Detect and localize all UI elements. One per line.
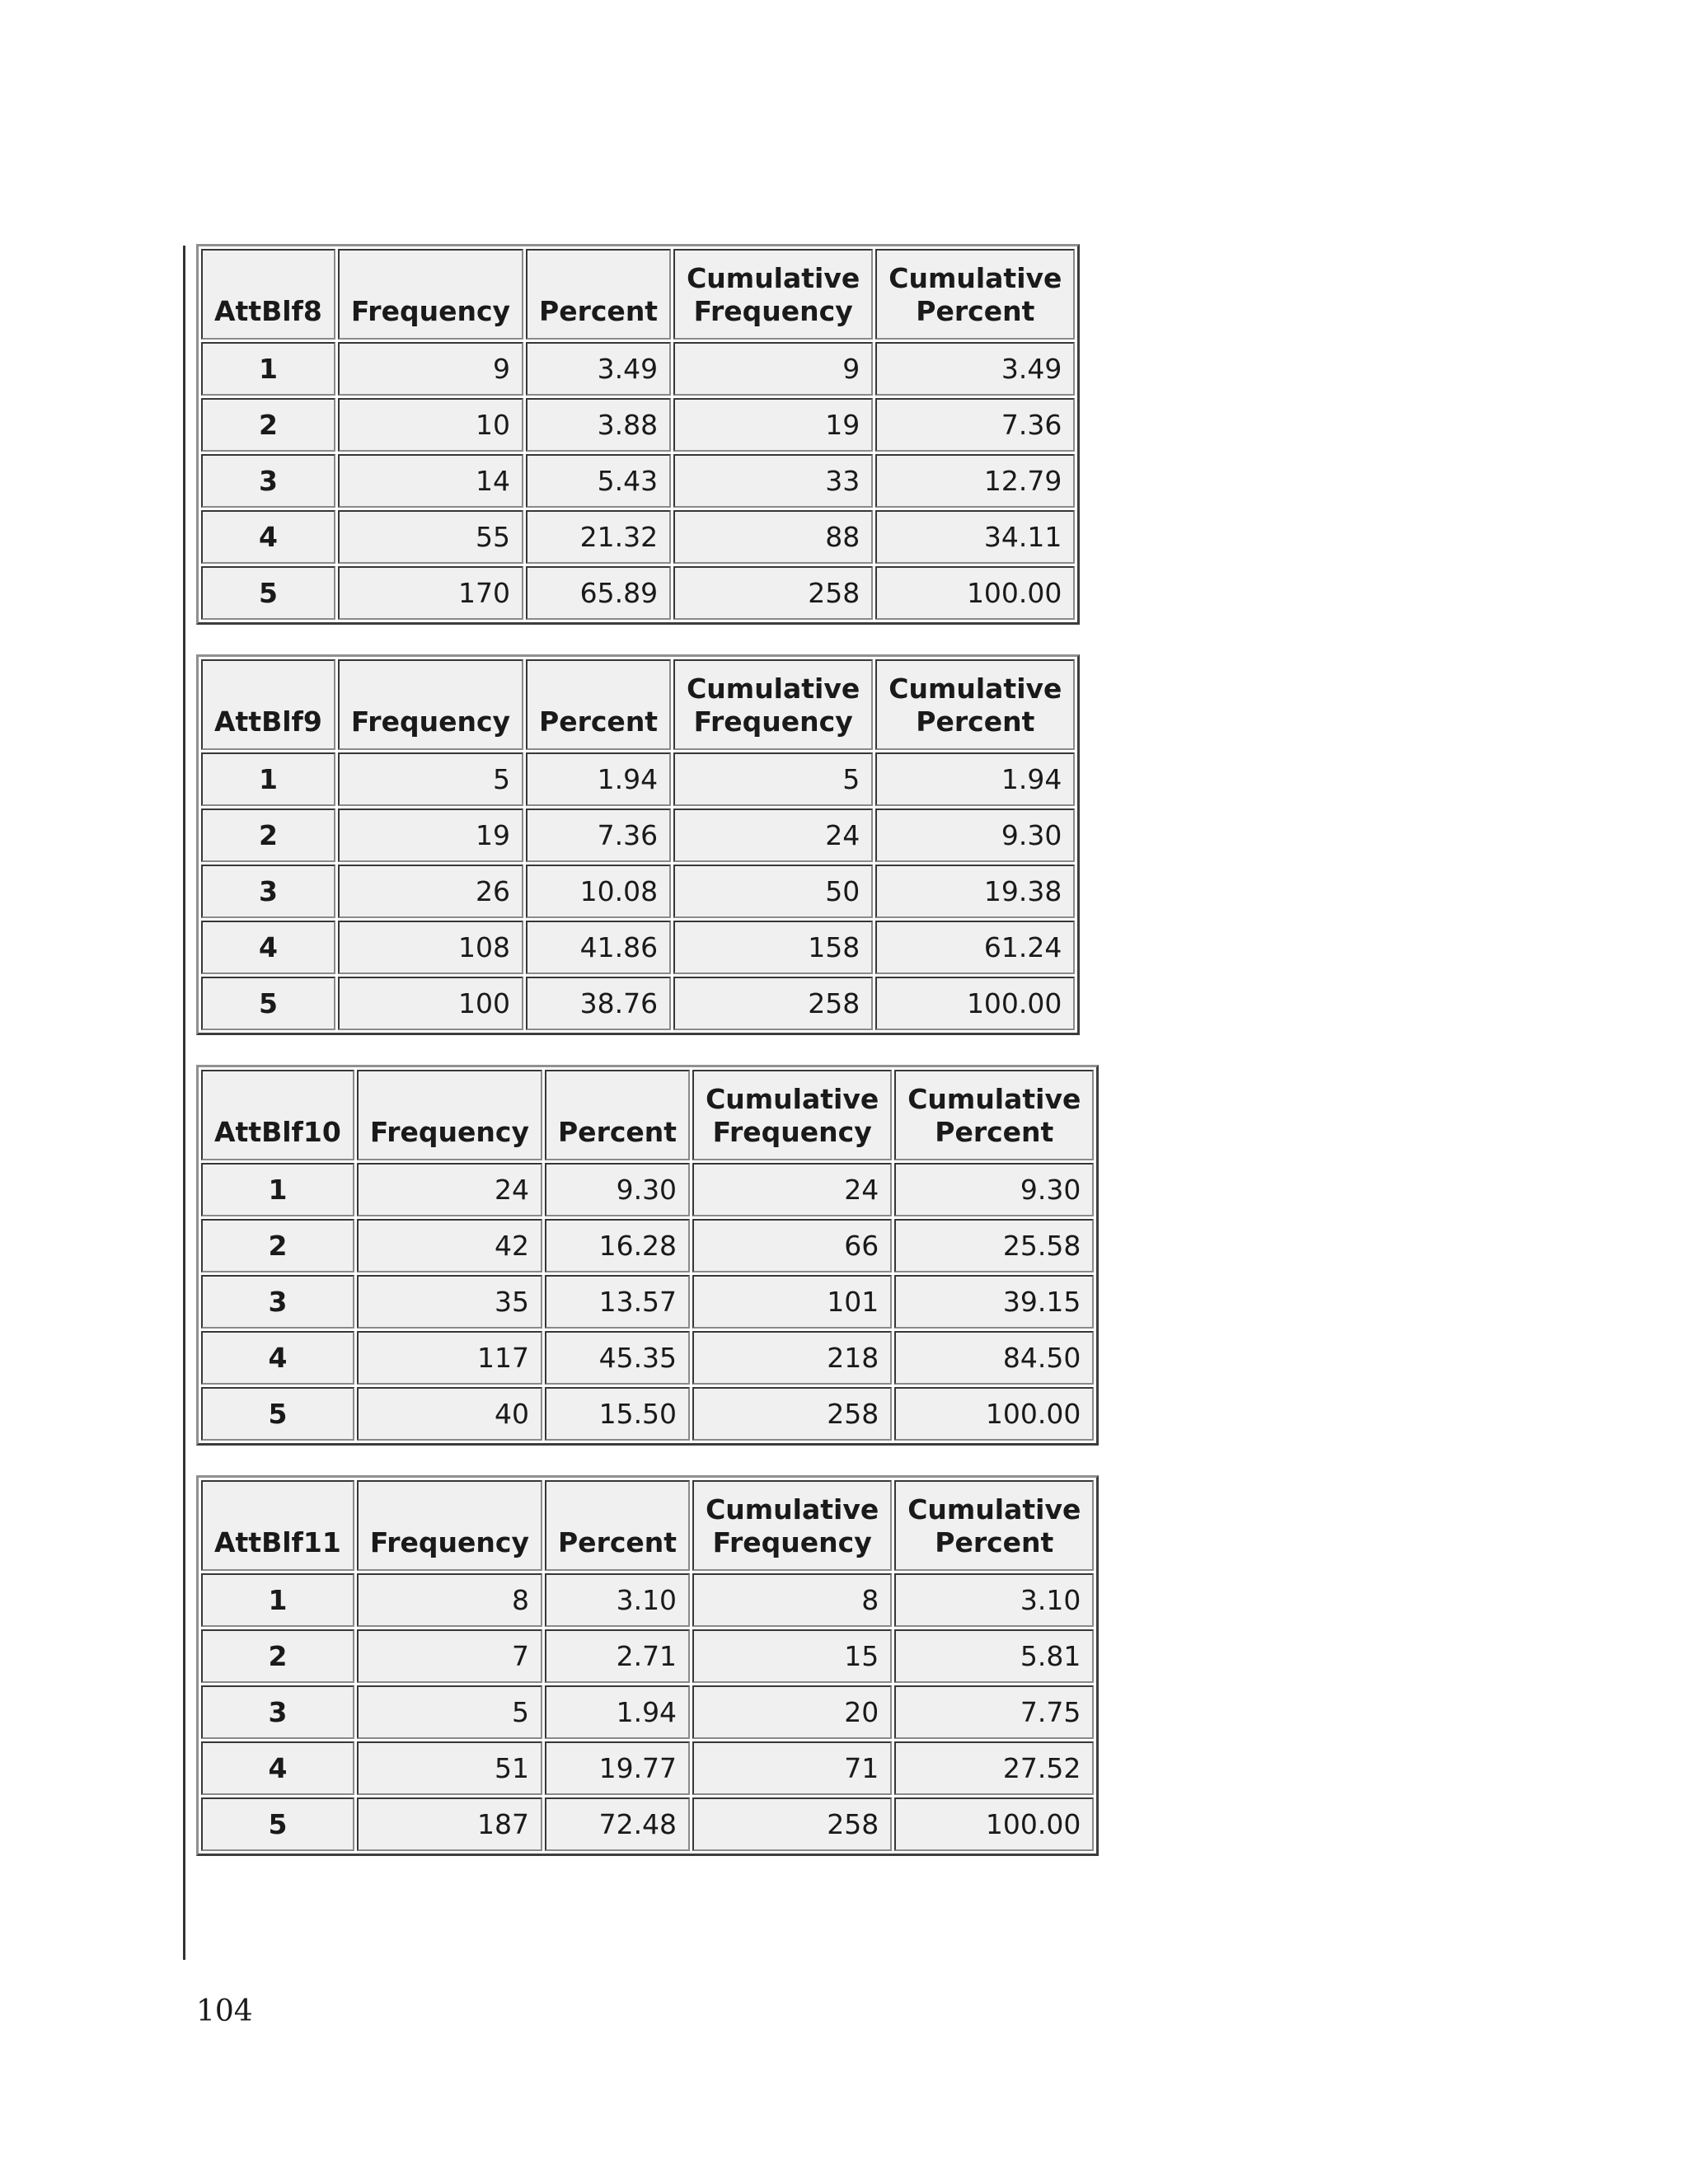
table-row <box>201 454 1075 508</box>
table-cell: 2.71 <box>545 1629 690 1683</box>
table-row <box>201 1573 1094 1627</box>
column-header: Cumulative Frequency <box>673 659 873 750</box>
column-header: Cumulative Frequency <box>692 1070 892 1160</box>
table-cell: 20 <box>692 1685 892 1739</box>
table-cell: 39.15 <box>894 1275 1094 1329</box>
column-header: Percent <box>526 249 671 340</box>
table-cell: 1.94 <box>526 752 671 806</box>
table-cell: 9 <box>338 342 523 396</box>
table-cell: 1.94 <box>545 1685 690 1739</box>
column-header: Cumulative Percent <box>894 1070 1094 1160</box>
table-cell: 16.28 <box>545 1219 690 1272</box>
table-cell: 101 <box>692 1275 892 1329</box>
row-value-label: 2 <box>201 1219 354 1272</box>
table-cell: 5 <box>673 752 873 806</box>
table-row <box>201 566 1075 620</box>
row-value-label: 5 <box>201 977 335 1030</box>
column-header: Cumulative Percent <box>875 659 1075 750</box>
table-header-row <box>201 249 1075 340</box>
table-cell: 5 <box>357 1685 542 1739</box>
table-cell: 38.76 <box>526 977 671 1030</box>
table-cell: 27.52 <box>894 1741 1094 1795</box>
table-cell: 33 <box>673 454 873 508</box>
row-value-label: 4 <box>201 1331 354 1385</box>
column-header: Percent <box>526 659 671 750</box>
table-cell: 5 <box>338 752 523 806</box>
row-value-label: 5 <box>201 1797 354 1851</box>
table-cell: 187 <box>357 1797 542 1851</box>
table-cell: 7.75 <box>894 1685 1094 1739</box>
table-cell: 5.43 <box>526 454 671 508</box>
column-header: Percent <box>545 1480 690 1571</box>
row-value-label: 1 <box>201 1573 354 1627</box>
table-row <box>201 921 1075 974</box>
frequency-table <box>196 1065 1099 1446</box>
table-row <box>201 1685 1094 1739</box>
column-header: Frequency <box>338 249 523 340</box>
table-row <box>201 1629 1094 1683</box>
table-cell: 258 <box>673 566 873 620</box>
row-value-label: 1 <box>201 342 335 396</box>
row-value-label: 4 <box>201 1741 354 1795</box>
table-cell: 55 <box>338 510 523 564</box>
table-cell: 61.24 <box>875 921 1075 974</box>
table-cell: 88 <box>673 510 873 564</box>
frequency-table <box>196 1475 1099 1856</box>
table-cell: 34.11 <box>875 510 1075 564</box>
table-cell: 3.10 <box>894 1573 1094 1627</box>
row-value-label: 2 <box>201 1629 354 1683</box>
table-cell: 7.36 <box>875 398 1075 452</box>
row-value-label: 1 <box>201 1163 354 1216</box>
table-cell: 100.00 <box>875 977 1075 1030</box>
table-cell: 13.57 <box>545 1275 690 1329</box>
variable-name-header: AttBlf9 <box>201 659 335 750</box>
table-cell: 8 <box>692 1573 892 1627</box>
table-cell: 170 <box>338 566 523 620</box>
table-cell: 258 <box>692 1797 892 1851</box>
row-value-label: 1 <box>201 752 335 806</box>
table-cell: 7.36 <box>526 808 671 862</box>
table-cell: 3.49 <box>526 342 671 396</box>
variable-name-header: AttBlf11 <box>201 1480 354 1571</box>
table-row <box>201 510 1075 564</box>
table-row <box>201 1387 1094 1441</box>
table-row <box>201 1275 1094 1329</box>
row-value-label: 3 <box>201 1685 354 1739</box>
table-cell: 24 <box>673 808 873 862</box>
variable-name-header: AttBlf10 <box>201 1070 354 1160</box>
frequency-tables <box>196 244 1099 1886</box>
table-cell: 21.32 <box>526 510 671 564</box>
table-row <box>201 865 1075 918</box>
table-cell: 40 <box>357 1387 542 1441</box>
table-cell: 19.38 <box>875 865 1075 918</box>
table-row <box>201 752 1075 806</box>
table-cell: 84.50 <box>894 1331 1094 1385</box>
table-row <box>201 342 1075 396</box>
table-cell: 12.79 <box>875 454 1075 508</box>
column-header: Percent <box>545 1070 690 1160</box>
table-cell: 3.10 <box>545 1573 690 1627</box>
row-value-label: 3 <box>201 865 335 918</box>
table-cell: 108 <box>338 921 523 974</box>
table-cell: 25.58 <box>894 1219 1094 1272</box>
row-value-label: 2 <box>201 398 335 452</box>
table-header-row <box>201 659 1075 750</box>
row-value-label: 5 <box>201 566 335 620</box>
table-row <box>201 1741 1094 1795</box>
table-cell: 50 <box>673 865 873 918</box>
table-cell: 3.49 <box>875 342 1075 396</box>
table-cell: 45.35 <box>545 1331 690 1385</box>
table-header-row <box>201 1070 1094 1160</box>
table-row <box>201 808 1075 862</box>
table-cell: 100.00 <box>894 1387 1094 1441</box>
table-row <box>201 1163 1094 1216</box>
table-row <box>201 398 1075 452</box>
table-cell: 35 <box>357 1275 542 1329</box>
table-row <box>201 977 1075 1030</box>
table-cell: 24 <box>357 1163 542 1216</box>
table-cell: 100 <box>338 977 523 1030</box>
table-cell: 100.00 <box>875 566 1075 620</box>
table-cell: 9.30 <box>875 808 1075 862</box>
table-cell: 3.88 <box>526 398 671 452</box>
table-cell: 66 <box>692 1219 892 1272</box>
column-header: Frequency <box>338 659 523 750</box>
table-cell: 8 <box>357 1573 542 1627</box>
table-cell: 9 <box>673 342 873 396</box>
table-cell: 41.86 <box>526 921 671 974</box>
table-cell: 15 <box>692 1629 892 1683</box>
row-value-label: 4 <box>201 921 335 974</box>
table-cell: 100.00 <box>894 1797 1094 1851</box>
table-cell: 218 <box>692 1331 892 1385</box>
row-value-label: 3 <box>201 1275 354 1329</box>
table-cell: 24 <box>692 1163 892 1216</box>
table-row <box>201 1219 1094 1272</box>
table-cell: 158 <box>673 921 873 974</box>
table-header-row <box>201 1480 1094 1571</box>
table-row <box>201 1331 1094 1385</box>
table-cell: 65.89 <box>526 566 671 620</box>
row-value-label: 3 <box>201 454 335 508</box>
margin-change-bar <box>183 246 185 1960</box>
table-cell: 258 <box>692 1387 892 1441</box>
table-cell: 9.30 <box>894 1163 1094 1216</box>
table-cell: 26 <box>338 865 523 918</box>
column-header: Frequency <box>357 1070 542 1160</box>
row-value-label: 4 <box>201 510 335 564</box>
table-row <box>201 1797 1094 1851</box>
table-cell: 1.94 <box>875 752 1075 806</box>
table-cell: 258 <box>673 977 873 1030</box>
table-cell: 7 <box>357 1629 542 1683</box>
column-header: Cumulative Percent <box>875 249 1075 340</box>
frequency-table <box>196 654 1080 1035</box>
variable-name-header: AttBlf8 <box>201 249 335 340</box>
column-header: Cumulative Frequency <box>673 249 873 340</box>
table-cell: 10 <box>338 398 523 452</box>
frequency-table <box>196 244 1080 625</box>
table-cell: 72.48 <box>545 1797 690 1851</box>
column-header: Cumulative Frequency <box>692 1480 892 1571</box>
column-header: Cumulative Percent <box>894 1480 1094 1571</box>
table-cell: 19 <box>338 808 523 862</box>
table-cell: 42 <box>357 1219 542 1272</box>
table-cell: 5.81 <box>894 1629 1094 1683</box>
row-value-label: 5 <box>201 1387 354 1441</box>
table-cell: 117 <box>357 1331 542 1385</box>
table-cell: 10.08 <box>526 865 671 918</box>
table-cell: 15.50 <box>545 1387 690 1441</box>
table-cell: 14 <box>338 454 523 508</box>
table-cell: 19 <box>673 398 873 452</box>
table-cell: 19.77 <box>545 1741 690 1795</box>
page-number: 104 <box>196 1994 253 2028</box>
column-header: Frequency <box>357 1480 542 1571</box>
table-cell: 9.30 <box>545 1163 690 1216</box>
row-value-label: 2 <box>201 808 335 862</box>
table-cell: 71 <box>692 1741 892 1795</box>
table-cell: 51 <box>357 1741 542 1795</box>
